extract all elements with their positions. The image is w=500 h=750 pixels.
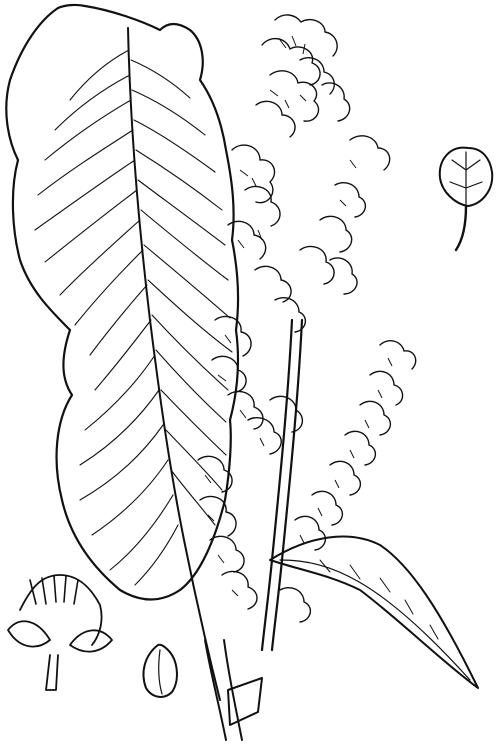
large-leaf xyxy=(6,5,262,740)
leaf-petiole xyxy=(205,640,242,740)
cluster-shading xyxy=(205,36,392,596)
stem xyxy=(262,320,302,650)
cluster-left-lower xyxy=(198,316,310,622)
seed-detail xyxy=(143,645,176,697)
leaf-sheath xyxy=(228,678,262,725)
fruit-detail xyxy=(440,148,492,250)
flower-spikes xyxy=(198,15,416,622)
cluster-middle xyxy=(228,136,390,332)
flower-detail xyxy=(8,575,112,690)
lower-leaf xyxy=(270,537,478,688)
cluster-upper xyxy=(256,15,350,137)
leaf-veins xyxy=(35,50,232,585)
cluster-right-spike xyxy=(295,341,416,550)
